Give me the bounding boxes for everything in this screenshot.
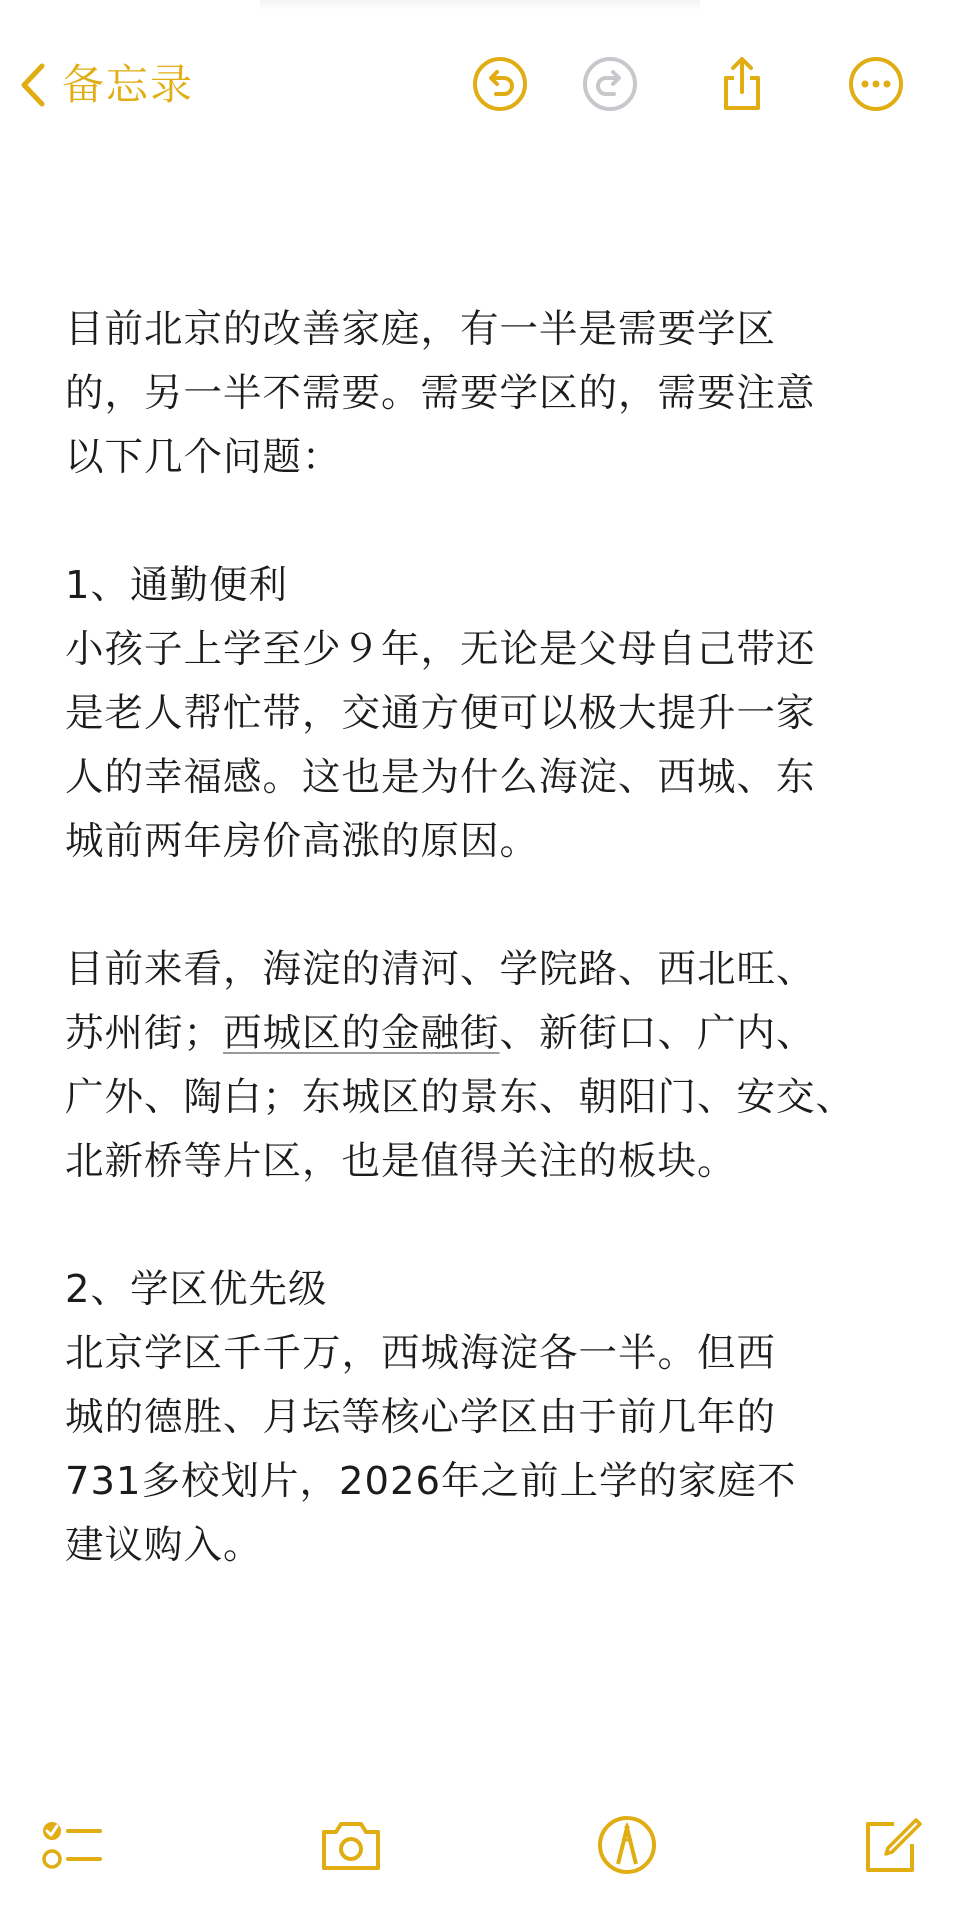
camera-icon[interactable] xyxy=(318,1812,384,1878)
chevron-left-icon xyxy=(18,58,48,112)
text-line: 目前来看，海淀的清河、学院路、西北旺、 xyxy=(65,947,816,992)
text-line: 731多校划片，2026年之前上学的家庭不 xyxy=(65,1459,797,1504)
blank-line xyxy=(65,1194,925,1258)
text-line: 城的德胜、月坛等核心学区由于前几年的 xyxy=(65,1395,777,1440)
back-button[interactable] xyxy=(18,58,194,112)
blank-line xyxy=(65,874,925,938)
text-line: 建议购入。 xyxy=(65,1523,263,1568)
navigation-bar xyxy=(0,40,962,130)
bottom-toolbar xyxy=(0,1800,962,1890)
section-heading: 2、学区优先级 xyxy=(65,1267,328,1312)
share-icon[interactable] xyxy=(712,54,772,114)
section-heading: 1、通勤便利 xyxy=(65,563,288,608)
compose-icon[interactable] xyxy=(858,1812,924,1878)
checklist-icon[interactable] xyxy=(38,1812,104,1878)
underlined-text: 西城区的金融街 xyxy=(223,1011,500,1056)
text-line: 目前北京的改善家庭，有一半是需要学区 xyxy=(65,307,777,352)
back-label: 备忘录 xyxy=(62,60,195,109)
paragraph-districts xyxy=(65,938,925,1194)
text-line: 的，另一半不需要。需要学区的，需要注意 xyxy=(65,371,816,416)
text-line: 苏州街；西城区的金融街、新街口、广内、 xyxy=(65,1011,816,1056)
status-bar-remnant xyxy=(260,0,700,10)
text-line: 城前两年房价高涨的原因。 xyxy=(65,819,540,864)
markup-icon[interactable] xyxy=(594,1812,660,1878)
paragraph-intro xyxy=(65,298,925,490)
redo-icon[interactable] xyxy=(580,54,640,114)
paragraph-priority xyxy=(65,1258,925,1578)
paragraph-commute xyxy=(65,554,925,874)
text-line: 是老人帮忙带，交通方便可以极大提升一家 xyxy=(65,691,816,736)
blank-line xyxy=(65,490,925,554)
text-line: 广外、陶白；东城区的景东、朝阳门、安交、 xyxy=(65,1075,856,1120)
text-line: 北京学区千千万，西城海淀各一半。但西 xyxy=(65,1331,777,1376)
note-body[interactable] xyxy=(65,298,925,1578)
text-line: 人的幸福感。这也是为什么海淀、西城、东 xyxy=(65,755,816,800)
more-icon[interactable] xyxy=(846,54,906,114)
text-line: 小孩子上学至少９年，无论是父母自己带还 xyxy=(65,627,816,672)
text-line: 北新桥等片区，也是值得关注的板块。 xyxy=(65,1139,737,1184)
text-line: 以下几个问题： xyxy=(65,435,342,480)
undo-icon[interactable] xyxy=(470,54,530,114)
